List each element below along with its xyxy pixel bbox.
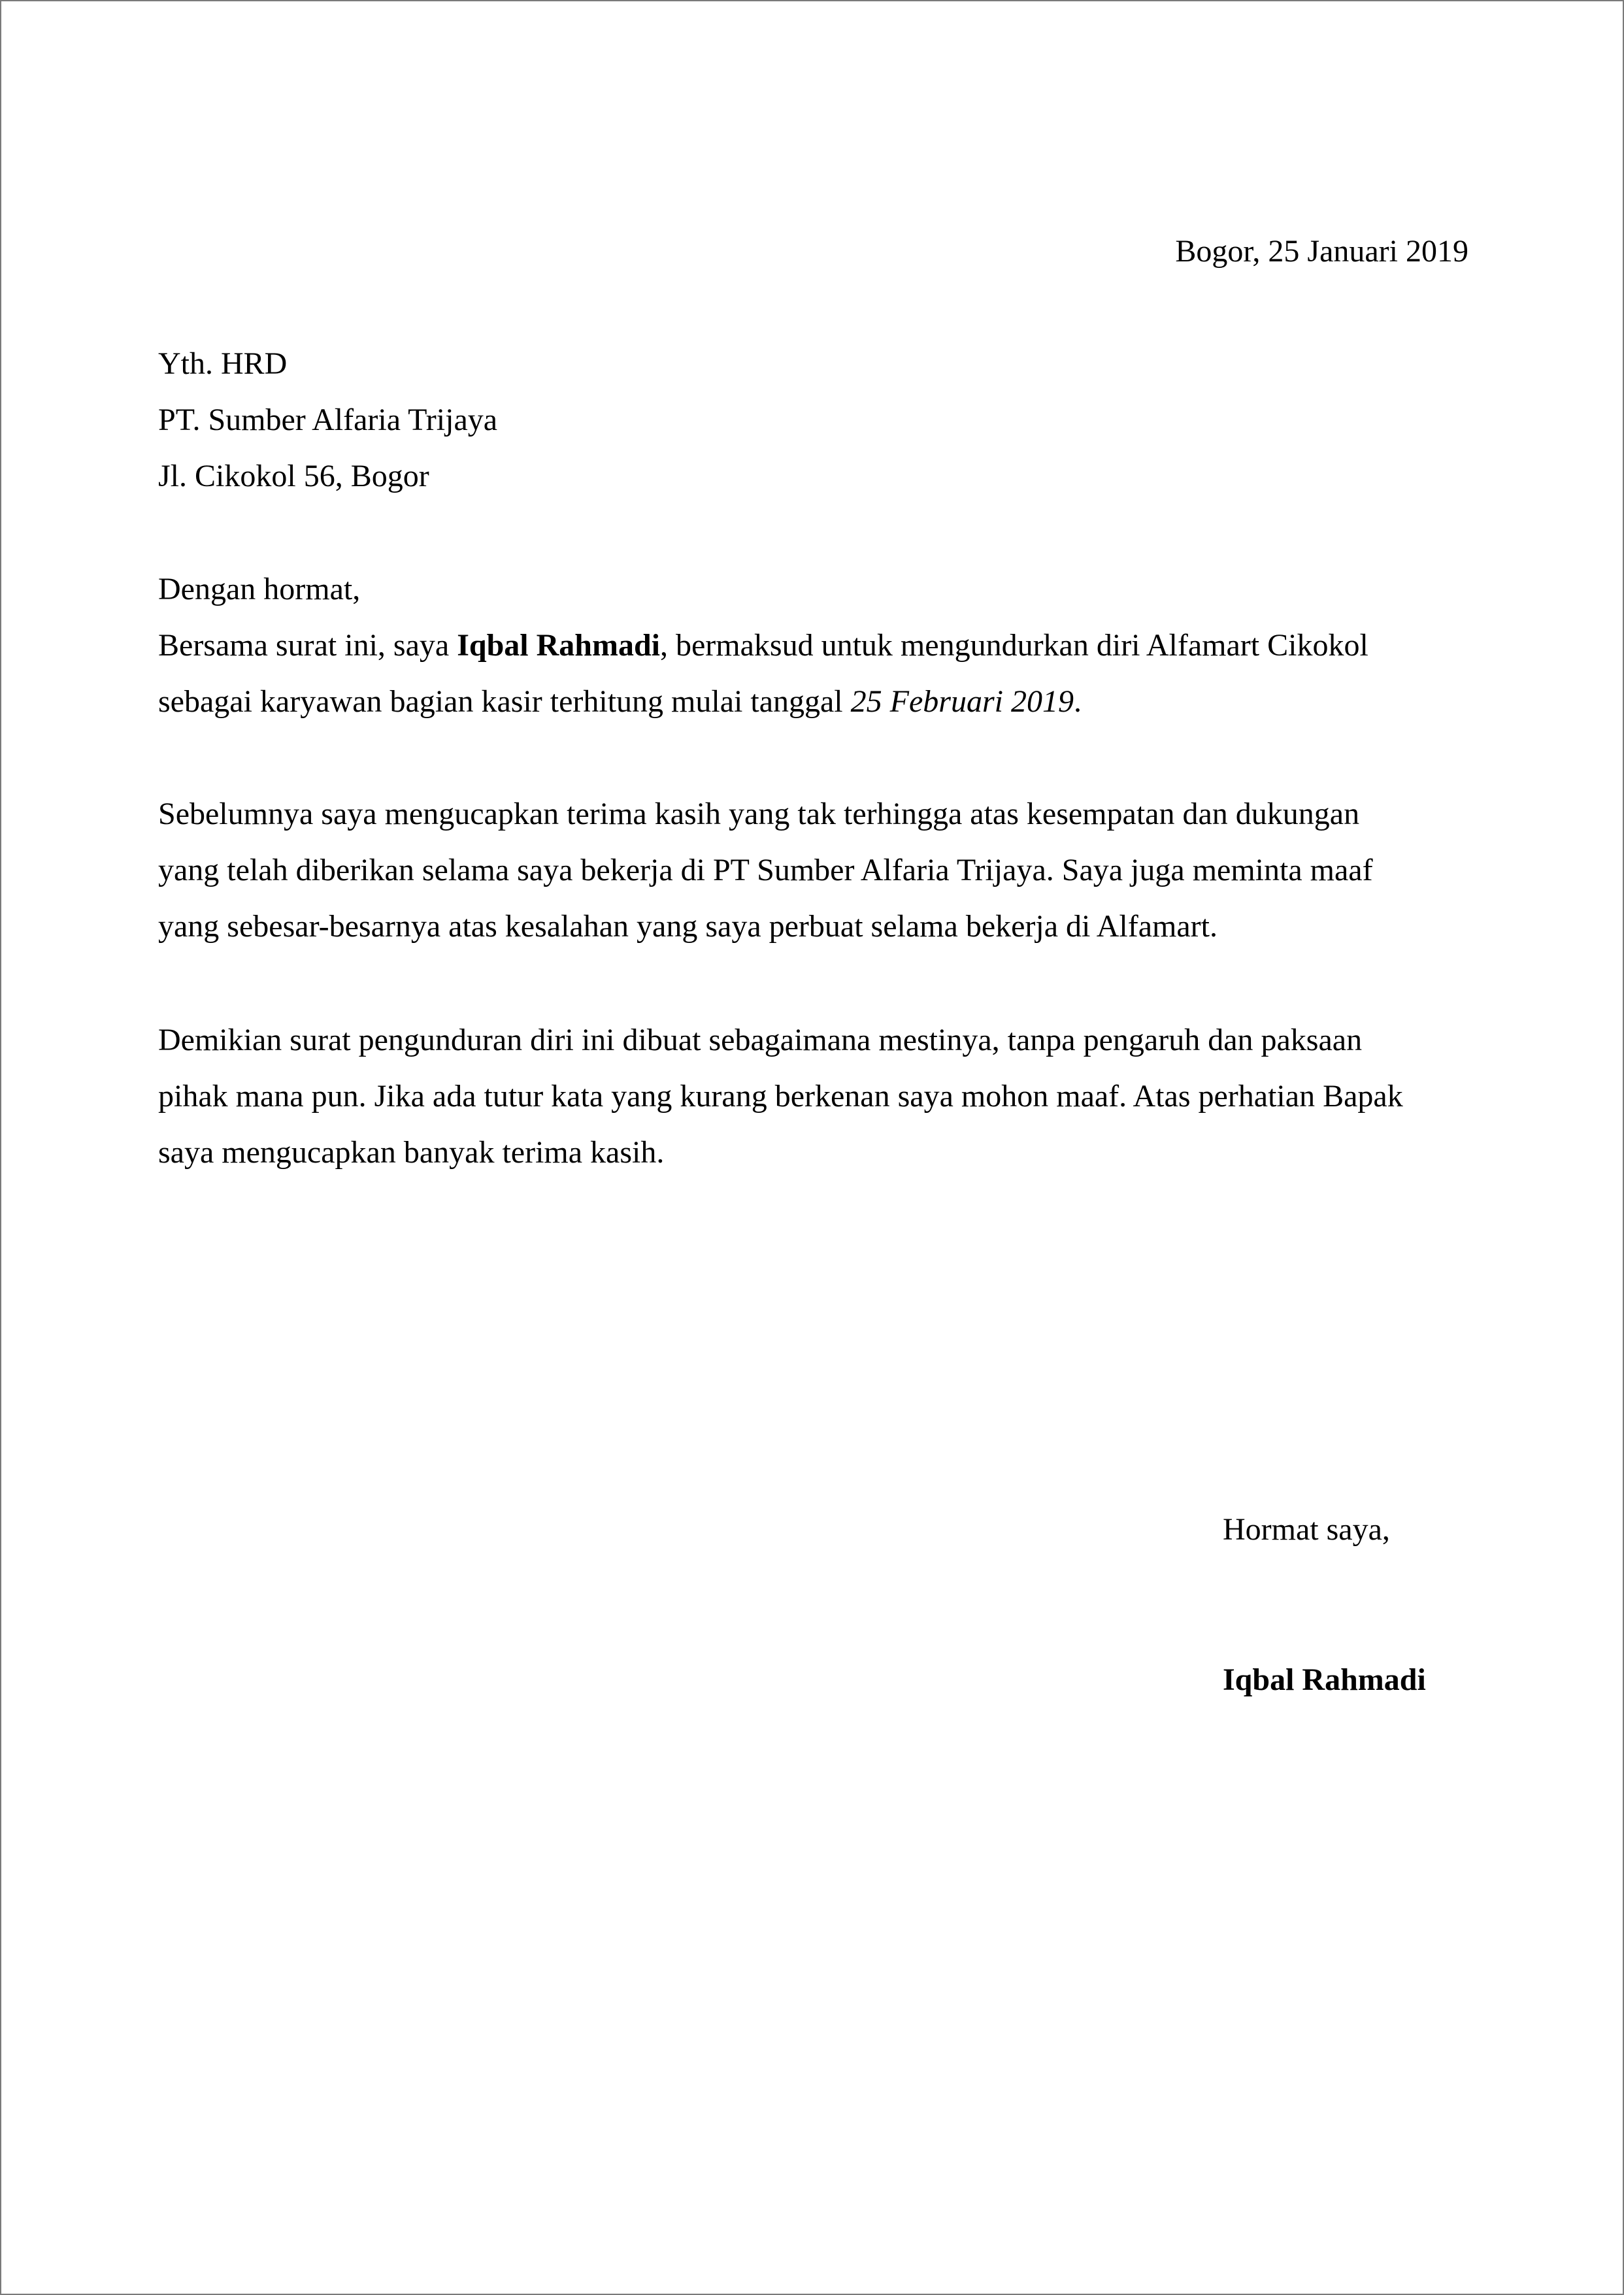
text-span: . <box>1073 684 1082 719</box>
paragraph-1-line-2 <box>158 674 1368 730</box>
recipient-block <box>158 336 497 504</box>
paragraph-2-line-1: Sebelumnya saya mengucapkan terima kasih yang tak terhingga atas kesempatan dan dukungan <box>158 797 1360 831</box>
paragraph-1-line-1 <box>158 618 1368 674</box>
body-intro <box>158 561 1368 730</box>
paragraph-3-line-3: saya mengucapkan banyak terima kasih. <box>158 1135 665 1170</box>
recipient-line-1: Yth. HRD <box>158 346 288 381</box>
closing-salutation: Hormat saya, <box>1223 1512 1390 1547</box>
letter-date: Bogor, 25 Januari 2019 <box>1175 234 1468 269</box>
sender-name-inline: Iqbal Rahmadi <box>457 628 660 663</box>
paragraph-2 <box>158 786 1373 955</box>
paragraph-3-line-1: Demikian surat pengunduran diri ini dibuat sebagaimana mestinya, tanpa pengaruh dan paksaan <box>158 1023 1363 1057</box>
text-span: sebagai karyawan bagian kasir terhitung mulai tanggal <box>158 684 851 719</box>
greeting: Dengan hormat, <box>158 572 361 606</box>
text-span: Bersama surat ini, saya <box>158 628 457 663</box>
paragraph-3-line-2: pihak mana pun. Jika ada tutur kata yang kurang berkenan saya mohon maaf. Atas perhatian Bapak <box>158 1079 1403 1114</box>
text-span: , bermaksud untuk mengundurkan diri Alfamart Cikokol <box>659 628 1368 663</box>
recipient-line-3: Jl. Cikokol 56, Bogor <box>158 459 429 493</box>
paragraph-2-line-3: yang sebesar-besarnya atas kesalahan yang saya perbuat selama bekerja di Alfamart. <box>158 909 1218 944</box>
paragraph-2-line-2: yang telah diberikan selama saya bekerja di PT Sumber Alfaria Trijaya. Saya juga meminta maaf <box>158 853 1373 887</box>
paragraph-3 <box>158 1012 1403 1181</box>
recipient-line-2: PT. Sumber Alfaria Trijaya <box>158 403 498 437</box>
signer-name: Iqbal Rahmadi <box>1223 1662 1426 1697</box>
effective-date: 25 Februari 2019 <box>850 684 1074 719</box>
